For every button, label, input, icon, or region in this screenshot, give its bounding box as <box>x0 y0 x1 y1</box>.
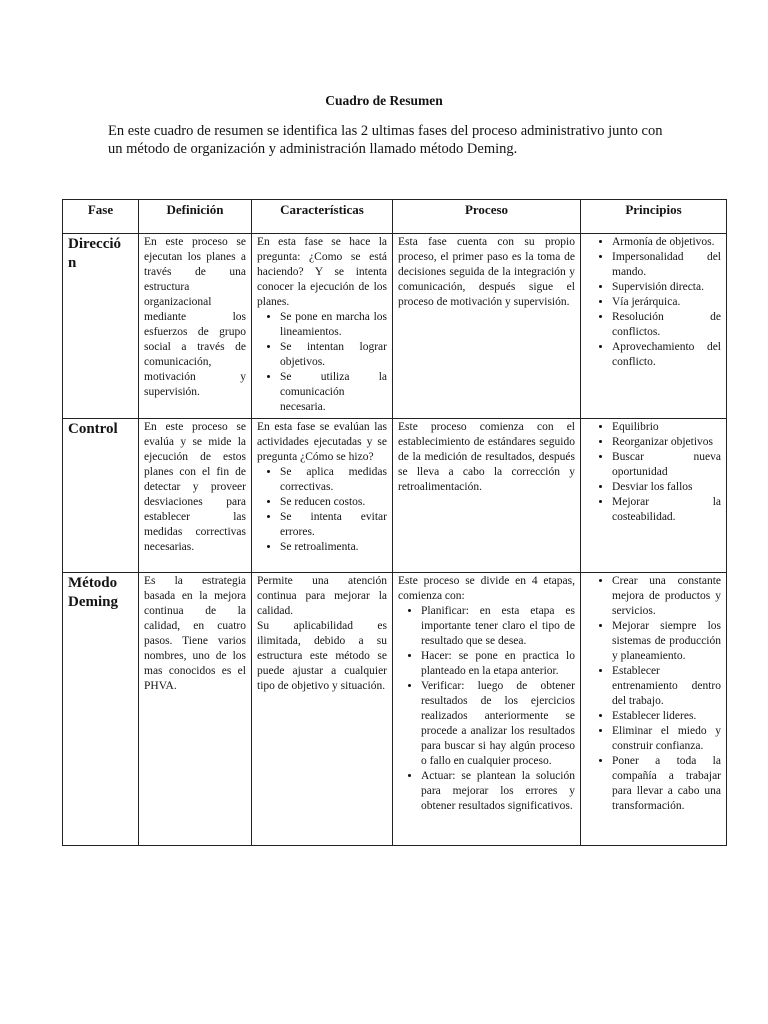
cell-caracteristicas <box>252 419 393 573</box>
list-item: • Mejorar la costeabilidad. <box>612 495 721 525</box>
caracteristicas-list <box>257 465 387 555</box>
principios-list <box>586 574 721 814</box>
list-item: • Se intenta evitar errores. <box>280 510 387 540</box>
list-item: • Vía jerárquica. <box>612 295 721 310</box>
summary-table <box>62 199 727 846</box>
cell-definicion: En este proceso se evalúa y se mide la ejecución de estos planes con el fin de detectar y proveer desviaciones para establecer las medidas correctivas necesarias. <box>139 419 252 573</box>
caracteristicas-paragraph: En esta fase se hace la pregunta: ¿Como se está haciendo? Y se intenta conocer la ejecución de los planes. <box>257 236 387 308</box>
list-item: • Armonía de objetivos. <box>612 235 721 250</box>
page-title: Cuadro de Resumen <box>325 93 443 108</box>
list-item: • Se intentan lograr objetivos. <box>280 340 387 370</box>
header-definicion: Definición <box>139 200 252 234</box>
caracteristicas-paragraph: En esta fase se evalúan las actividades ejecutadas y se pregunta ¿Cómo se hizo? <box>257 421 387 463</box>
table-row-metodo-deming <box>63 573 727 846</box>
intro-paragraph: En este cuadro de resumen se identifica las 2 ultimas fases del proceso administrativo junto con un método de organización y administración llamado método Deming. <box>108 123 663 157</box>
list-item: • Poner a toda la compañía a trabajar para llevar a cabo una transformación. <box>612 754 721 814</box>
cell-fase <box>63 419 139 573</box>
list-item: • Se reducen costos. <box>280 495 387 510</box>
proceso-paragraph: Esta fase cuenta con su propio proceso, el primer paso es la toma de decisiones seguida de la integración y comunicación, después sigue el proceso de motivación y supervisión. <box>398 236 575 308</box>
list-item: • Desviar los fallos <box>612 480 721 495</box>
list-item: • Equilibrio <box>612 420 721 435</box>
table-row-control <box>63 419 727 573</box>
proceso-paragraph: Este proceso comienza con el establecimiento de estándares seguido de la medición de resultados, después se lleva a cabo la corrección y retroalimentación. <box>398 421 575 493</box>
cell-caracteristicas <box>252 573 393 846</box>
caracteristicas-list <box>257 310 387 415</box>
fase-label: Dirección <box>68 236 122 271</box>
cell-caracteristicas <box>252 234 393 419</box>
table-row-direccion <box>63 234 727 419</box>
principios-list <box>586 420 721 525</box>
header-principios: Principios <box>581 200 727 234</box>
list-item: • Establecer entrenamiento dentro del trabajo. <box>612 664 721 709</box>
caracteristicas-paragraph: Permite una atención continua para mejorar la calidad. <box>257 575 387 617</box>
cell-fase <box>63 573 139 846</box>
list-item: • Impersonalidad del mando. <box>612 250 721 280</box>
proceso-paragraph: Este proceso se divide en 4 etapas, comienza con: <box>398 575 575 602</box>
list-item: • Buscar nueva oportunidad <box>612 450 721 480</box>
cell-proceso <box>393 234 581 419</box>
header-fase: Fase <box>63 200 139 234</box>
caracteristicas-paragraph: Su aplicabilidad es ilimitada, debido a su estructura este método se puede ajustar a cualquier tipo de objetivo y situación. <box>257 620 387 692</box>
list-item: • Aprovechamiento del conflicto. <box>612 340 721 370</box>
list-item: • Se pone en marcha los lineamientos. <box>280 310 387 340</box>
header-proceso: Proceso <box>393 200 581 234</box>
cell-principios <box>581 573 727 846</box>
list-item: • Reorganizar objetivos <box>612 435 721 450</box>
list-item: • Crear una constante mejora de productos y servicios. <box>612 574 721 619</box>
list-item: • Se aplica medidas correctivas. <box>280 465 387 495</box>
fase-label: Método Deming <box>68 575 118 610</box>
list-item: • Actuar: se plantean la solución para mejorar los errores y obtener resultados significativos. <box>421 769 575 814</box>
cell-definicion: Es la estrategia basada en la mejora continua de la calidad, en cuatro pasos. Tiene varios nombres, uno de los mas conocidos es el PHVA. <box>139 573 252 846</box>
list-item: • Supervisión directa. <box>612 280 721 295</box>
list-item: • Planificar: en esta etapa es importante tener claro el tipo de resultado que se desea. <box>421 604 575 649</box>
proceso-list <box>398 604 575 814</box>
list-item: • Establecer lideres. <box>612 709 721 724</box>
cell-proceso <box>393 419 581 573</box>
cell-definicion: En este proceso se ejecutan los planes a través de una estructura organizacional mediante los esfuerzos de grupo social a través de comunicación, motivación y supervisión. <box>139 234 252 419</box>
list-item: • Resolución de conflictos. <box>612 310 721 340</box>
cell-proceso <box>393 573 581 846</box>
list-item: • Verificar: luego de obtener resultados de los ejercicios realizados anteriormente se procede a analizar los resultados para buscar si hay algún proceso o fallo en cualquier proceso. <box>421 679 575 769</box>
cell-principios <box>581 419 727 573</box>
list-item: • Eliminar el miedo y construir confianza. <box>612 724 721 754</box>
fase-label: Control <box>68 421 118 437</box>
list-item: • Hacer: se pone en practica lo planteado en la etapa anterior. <box>421 649 575 679</box>
list-item: • Se utiliza la comunicación necesaria. <box>280 370 387 415</box>
cell-principios <box>581 234 727 419</box>
table-header-row <box>63 200 727 234</box>
principios-list <box>586 235 721 370</box>
cell-fase <box>63 234 139 419</box>
list-item: • Se retroalimenta. <box>280 540 387 555</box>
header-caracteristicas: Características <box>252 200 393 234</box>
list-item: • Mejorar siempre los sistemas de producción y planeamiento. <box>612 619 721 664</box>
